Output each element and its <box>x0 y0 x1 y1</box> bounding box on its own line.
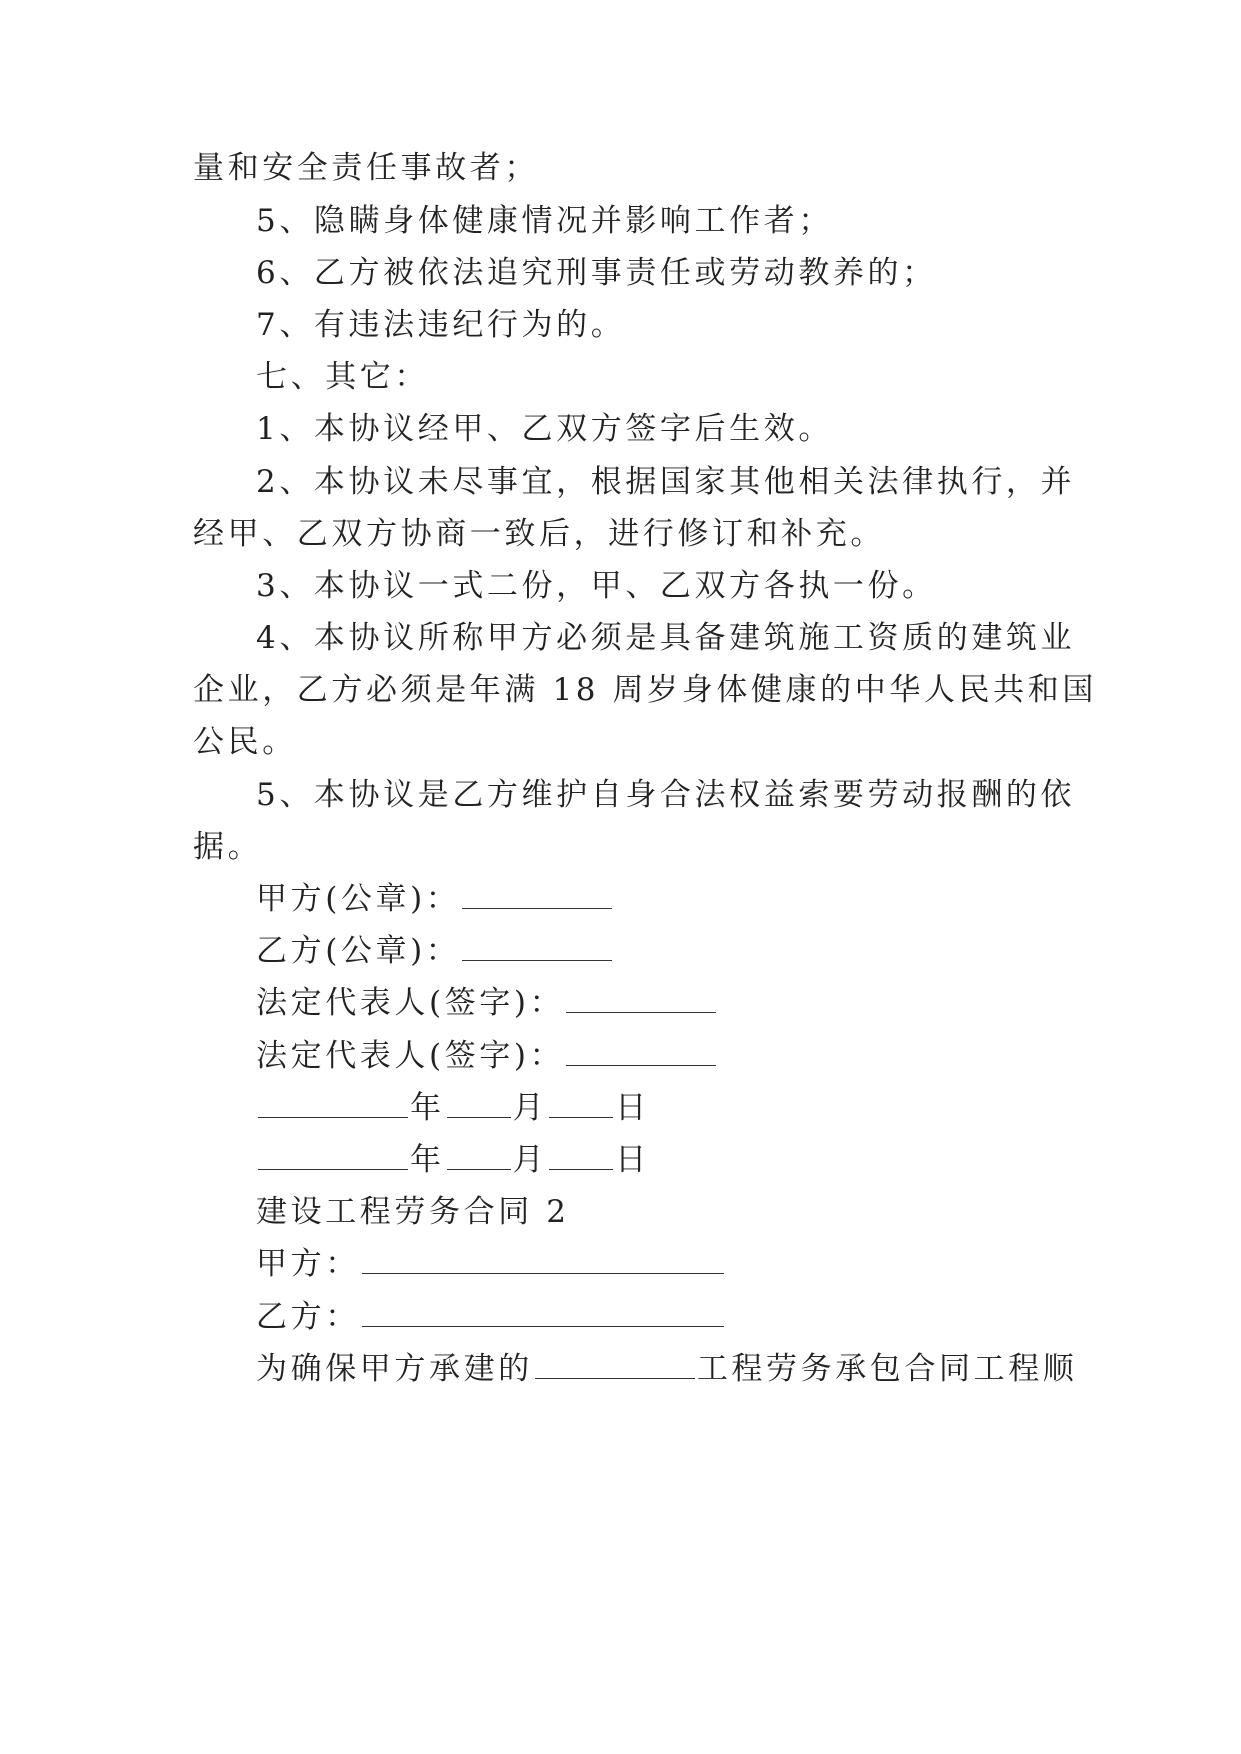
legal-rep-label-2: 法定代表人(签字)： <box>256 1038 565 1074</box>
contract-2-party-a-blank[interactable] <box>362 1247 724 1274</box>
list-item: 5、本协议是乙方维护自身合法权益索要劳动报酬的依 <box>256 777 1076 813</box>
day-label: 日 <box>615 1090 650 1126</box>
year-blank[interactable] <box>258 1091 408 1118</box>
legal-rep-blank-1[interactable] <box>566 986 716 1013</box>
paragraph-line: 企业，乙方必须是年满 18 周岁身体健康的中华人民共和国 <box>193 672 1097 708</box>
contract-2-party-b-label: 乙方： <box>256 1299 360 1335</box>
paragraph-line: 公民。 <box>193 724 297 760</box>
list-item: 4、本协议所称甲方必须是具备建筑施工资质的建筑业 <box>256 620 1076 656</box>
contract-2-party-a-label: 甲方： <box>256 1246 360 1282</box>
party-b-seal-label: 乙方(公章)： <box>256 933 461 969</box>
month-blank[interactable] <box>447 1143 511 1170</box>
list-item: 1、本协议经甲、乙双方签字后生效。 <box>256 411 833 447</box>
legal-rep-blank-2[interactable] <box>566 1039 716 1066</box>
list-item: 3、本协议一式二份，甲、乙双方各执一份。 <box>256 568 937 604</box>
year-blank[interactable] <box>258 1143 408 1170</box>
day-label: 日 <box>615 1142 650 1178</box>
party-a-seal-label: 甲方(公章)： <box>256 881 461 917</box>
project-name-blank[interactable] <box>535 1352 695 1379</box>
paragraph-line: 据。 <box>193 829 263 865</box>
list-item: 7、有违法违纪行为的。 <box>256 307 626 343</box>
month-label: 月 <box>512 1090 548 1126</box>
day-blank[interactable] <box>549 1143 613 1170</box>
paragraph-line: 量和安全责任事故者； <box>193 150 539 186</box>
contract-2-intro-line <box>256 1349 1118 1389</box>
day-blank[interactable] <box>549 1091 613 1118</box>
date-line-1 <box>256 1088 1118 1128</box>
contract-2-party-a-line <box>256 1244 1118 1284</box>
contract-2-party-b-line <box>256 1297 1118 1337</box>
party-b-seal-line <box>256 931 1118 971</box>
section-heading: 七、其它： <box>256 359 429 395</box>
contract-2-intro-before: 为确保甲方承建的 <box>256 1351 533 1387</box>
contract-2-title: 建设工程劳务合同 2 <box>256 1194 570 1230</box>
legal-rep-line-2 <box>256 1036 1118 1076</box>
list-item: 2、本协议未尽事宜，根据国家其他相关法律执行，并 <box>256 464 1076 500</box>
month-blank[interactable] <box>447 1091 511 1118</box>
list-item: 5、隐瞒身体健康情况并影响工作者； <box>256 203 833 239</box>
year-label: 年 <box>410 1142 445 1178</box>
list-item: 6、乙方被依法追究刑事责任或劳动教养的； <box>256 255 937 291</box>
contract-2-intro-after: 工程劳务承包合同工程顺 <box>696 1351 1078 1387</box>
legal-rep-line-1 <box>256 983 1118 1023</box>
year-label: 年 <box>410 1090 445 1126</box>
party-b-seal-blank[interactable] <box>462 934 612 961</box>
party-a-seal-line <box>256 879 1118 919</box>
legal-rep-label-1: 法定代表人(签字)： <box>256 985 565 1021</box>
paragraph-line: 经甲、乙双方协商一致后，进行修订和补充。 <box>193 516 885 552</box>
month-label: 月 <box>512 1142 548 1178</box>
date-line-2 <box>256 1140 1118 1180</box>
contract-2-party-b-blank[interactable] <box>362 1300 724 1327</box>
party-a-seal-blank[interactable] <box>462 882 612 909</box>
